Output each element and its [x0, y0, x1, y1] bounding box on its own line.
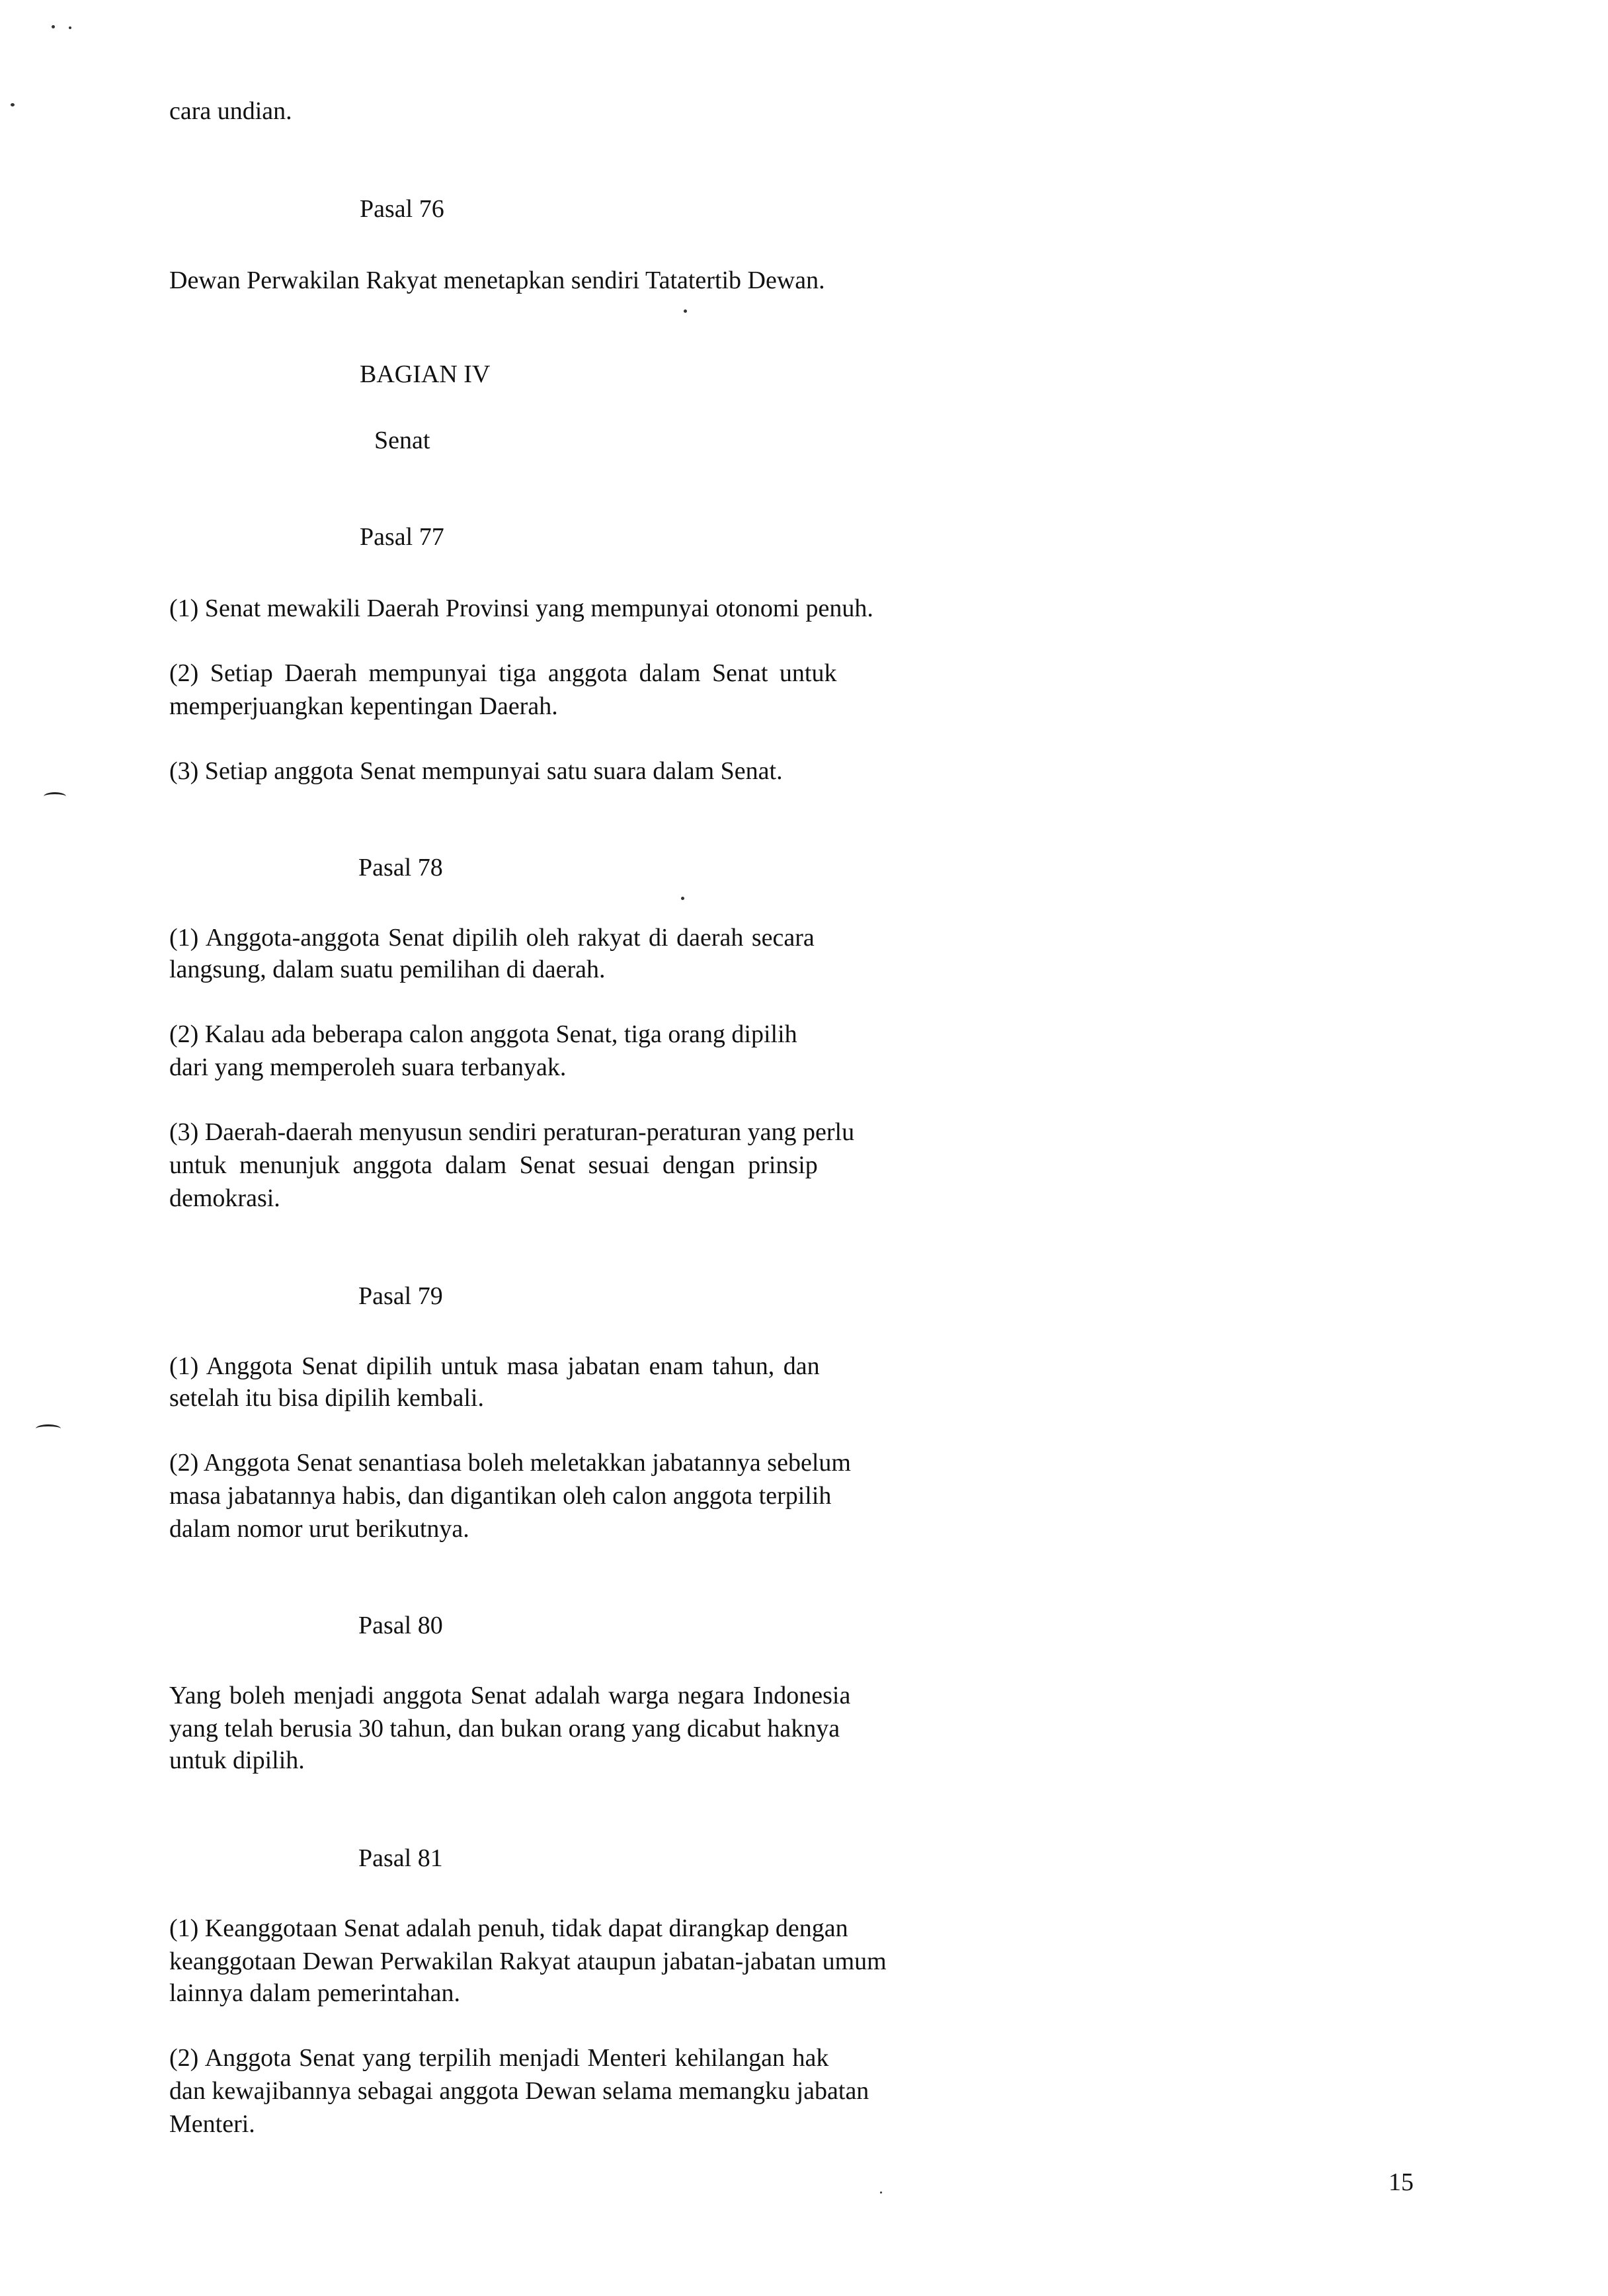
scan-speck: [880, 2192, 882, 2194]
scan-speck: [69, 26, 71, 29]
pasal-80-line-2: yang telah berusia 30 tahun, dan bukan orang yang dicabut haknya: [169, 1715, 840, 1742]
scan-mark: [44, 792, 66, 801]
pasal-78-paragraph-1-line-2: langsung, dalam suatu pemilihan di daerah.: [169, 956, 606, 983]
scan-speck: [681, 897, 684, 900]
pasal-80-title: Pasal 80: [358, 1612, 443, 1639]
pasal-77-paragraph-2-line-1: (2) Setiap Daerah mempunyai tiga anggota dalam Senat untuk: [169, 659, 837, 687]
pasal-76-text: Dewan Perwakilan Rakyat menetapkan sendiri Tatatertib Dewan.: [169, 266, 825, 294]
pasal-79-paragraph-1-line-2: setelah itu bisa dipilih kembali.: [169, 1384, 484, 1412]
pasal-79-paragraph-2-line-1: (2) Anggota Senat senantiasa boleh meletakkan jabatannya sebelum: [169, 1449, 851, 1477]
pasal-79-paragraph-1-line-1: (1) Anggota Senat dipilih untuk masa jabatan enam tahun, dan: [169, 1352, 820, 1380]
scan-speck: [684, 309, 687, 313]
pasal-81-paragraph-2-line-2: dan kewajibannya sebagai anggota Dewan selama memangku jabatan: [169, 2077, 869, 2105]
continuation-text: cara undian.: [169, 97, 292, 125]
pasal-79-paragraph-2-line-2: masa jabatannya habis, dan digantikan oleh calon anggota terpilih: [169, 1482, 832, 1510]
section-subtitle: Senat: [374, 427, 430, 454]
pasal-76-title: Pasal 76: [360, 195, 444, 223]
pasal-78-paragraph-1-line-1: (1) Anggota-anggota Senat dipilih oleh rakyat di daerah secara: [169, 924, 815, 952]
pasal-81-paragraph-2-line-3: Menteri.: [169, 2110, 255, 2138]
pasal-78-paragraph-3-line-1: (3) Daerah-daerah menyusun sendiri peraturan-peraturan yang perlu: [169, 1118, 855, 1146]
scan-speck: [11, 103, 15, 106]
pasal-81-paragraph-1-line-2: keanggotaan Dewan Perwakilan Rakyat ataupun jabatan-jabatan umum: [169, 1948, 887, 1975]
pasal-77-paragraph-2-line-2: memperjuangkan kepentingan Daerah.: [169, 692, 558, 720]
pasal-78-paragraph-3-line-2: untuk menunjuk anggota dalam Senat sesuai dengan prinsip: [169, 1151, 818, 1179]
scan-mark: [36, 1424, 61, 1433]
page-number: 15: [1388, 2168, 1414, 2196]
pasal-77-title: Pasal 77: [360, 523, 444, 551]
pasal-79-title: Pasal 79: [358, 1282, 443, 1310]
section-title: BAGIAN IV: [360, 360, 491, 388]
pasal-77-paragraph-3: (3) Setiap anggota Senat mempunyai satu suara dalam Senat.: [169, 757, 783, 785]
pasal-79-paragraph-2-line-3: dalam nomor urut berikutnya.: [169, 1515, 469, 1543]
pasal-81-paragraph-1-line-1: (1) Keanggotaan Senat adalah penuh, tidak dapat dirangkap dengan: [169, 1914, 848, 1942]
pasal-81-paragraph-1-line-3: lainnya dalam pemerintahan.: [169, 1979, 460, 2007]
pasal-81-title: Pasal 81: [358, 1844, 443, 1872]
pasal-78-paragraph-3-line-3: demokrasi.: [169, 1184, 280, 1212]
pasal-78-title: Pasal 78: [358, 854, 443, 882]
pasal-80-line-3: untuk dipilih.: [169, 1746, 305, 1774]
pasal-80-line-1: Yang boleh menjadi anggota Senat adalah warga negara Indonesia: [169, 1682, 851, 1709]
pasal-78-paragraph-2-line-2: dari yang memperoleh suara terbanyak.: [169, 1053, 567, 1081]
scan-speck: [52, 25, 55, 28]
pasal-77-paragraph-1: (1) Senat mewakili Daerah Provinsi yang mempunyai otonomi penuh.: [169, 594, 873, 622]
pasal-81-paragraph-2-line-1: (2) Anggota Senat yang terpilih menjadi Menteri kehilangan hak: [169, 2044, 829, 2072]
pasal-78-paragraph-2-line-1: (2) Kalau ada beberapa calon anggota Senat, tiga orang dipilih: [169, 1020, 797, 1048]
